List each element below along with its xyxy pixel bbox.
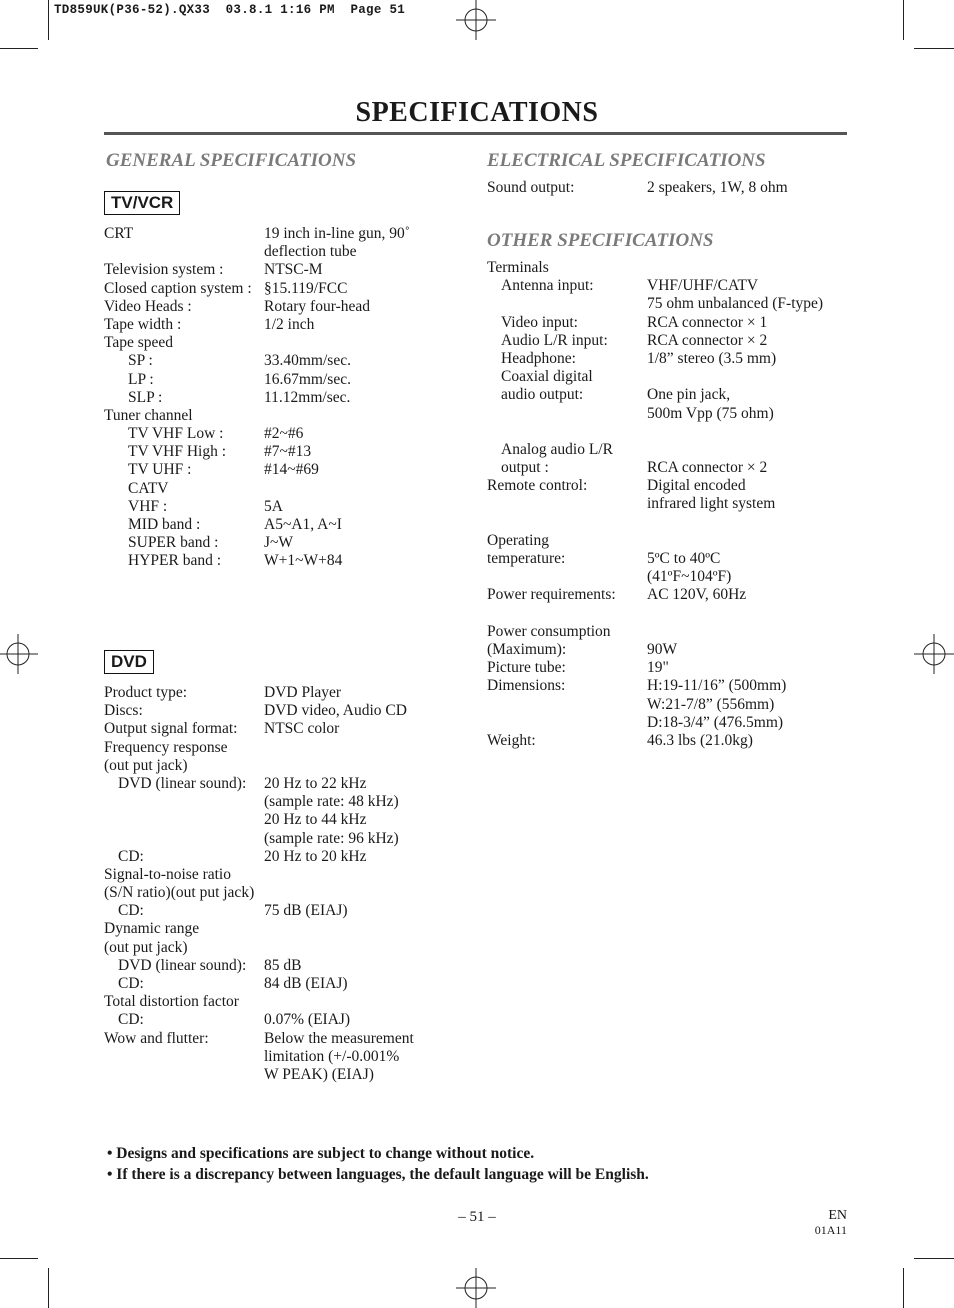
spec-label: CD: [118, 1011, 144, 1029]
document-code: 01A11 [814, 1223, 847, 1237]
spec-row [104, 261, 444, 279]
spec-label: Weight: [487, 731, 536, 749]
dvd-spec-list [104, 684, 444, 1084]
note-item: • If there is a discrepancy between languages, the default language will be English. [107, 1166, 649, 1183]
spec-value: 500m Vpp (75 ohm) [647, 404, 774, 422]
spec-value: #7~#13 [264, 443, 312, 461]
spec-label: Total distortion factor [104, 993, 239, 1011]
spec-row [487, 659, 847, 677]
spec-label: Video Heads : [104, 297, 192, 315]
spec-label: VHF : [128, 497, 168, 515]
spec-row [104, 939, 444, 957]
spec-value: NTSC-M [264, 261, 323, 279]
spec-row [487, 641, 847, 659]
spec-label: Discs: [104, 702, 143, 720]
spec-label: Output signal format: [104, 720, 238, 738]
spec-label: Signal-to-noise ratio [104, 865, 231, 883]
spec-row [104, 684, 444, 702]
spec-row [104, 371, 444, 389]
spec-row [487, 714, 847, 732]
spec-label: Closed caption system : [104, 279, 252, 297]
language-code: EN [828, 1208, 847, 1223]
spec-label: Power consumption [487, 622, 611, 640]
crop-mark [48, 1268, 49, 1308]
spec-row [104, 298, 444, 316]
spec-value: 19" [647, 659, 669, 677]
spec-row [487, 368, 847, 386]
spec-row [104, 975, 444, 993]
spec-label: Television system : [104, 261, 224, 279]
spec-label: CD: [118, 847, 144, 865]
spec-row [104, 425, 444, 443]
spec-value: D:18-3/4” (476.5mm) [647, 713, 784, 731]
spec-row [487, 386, 847, 404]
spec-row [104, 884, 444, 902]
spec-row [487, 423, 847, 441]
spec-value: #2~#6 [264, 425, 304, 443]
spec-value: 90W [647, 640, 678, 658]
spec-row [104, 848, 444, 866]
spec-label: Dynamic range [104, 920, 200, 938]
spec-label: Analog audio L/R [501, 440, 613, 458]
spec-label: Audio L/R input: [501, 331, 608, 349]
spec-label: SUPER band : [128, 534, 219, 552]
spec-label: CD: [118, 975, 144, 992]
spec-row [104, 334, 444, 352]
spec-label: Tape speed [104, 334, 174, 352]
spec-label: HYPER band : [128, 552, 221, 570]
spec-label: SLP : [128, 388, 163, 406]
crop-mark [903, 0, 904, 40]
spec-label: Power requirements: [487, 586, 616, 604]
electrical-spec-list [487, 179, 847, 197]
spec-label: Terminals [487, 259, 549, 276]
spec-value: 85 dB [264, 956, 302, 974]
spec-value: Below the measurement [264, 1029, 414, 1047]
registration-mark-bottom [456, 1268, 496, 1308]
spec-label: Tape width : [104, 315, 182, 333]
spec-label: Coaxial digital [501, 368, 593, 386]
spec-value: 5ºC to 40ºC [647, 550, 721, 567]
spec-value: 2 speakers, 1W, 8 ohm [647, 179, 788, 196]
spec-row [487, 405, 847, 423]
spec-row [104, 957, 444, 975]
spec-value: W PEAK) (EIAJ) [264, 1065, 374, 1083]
spec-row [487, 459, 847, 477]
crop-mark [903, 1268, 904, 1308]
spec-label: Product type: [104, 684, 188, 701]
spec-row [104, 866, 444, 884]
crop-mark [914, 1258, 954, 1259]
spec-label: Frequency response [104, 738, 228, 756]
spec-value: DVD Player [264, 684, 342, 701]
title-divider [104, 132, 847, 135]
spec-row [104, 702, 444, 720]
dvd-label: DVD [104, 650, 154, 674]
spec-label: temperature: [487, 550, 566, 567]
page-title: SPECIFICATIONS [355, 97, 599, 128]
crop-mark [0, 48, 38, 49]
tvvcr-label: TV/VCR [104, 191, 180, 215]
spec-value: 19 inch in-line gun, 90˚ [264, 225, 410, 242]
spec-row [104, 280, 444, 298]
spec-value: limitation (+/-0.001% [264, 1047, 400, 1065]
spec-label: Remote control: [487, 477, 588, 495]
spec-row [487, 477, 847, 495]
spec-label: Wow and flutter: [104, 1029, 209, 1047]
spec-row [487, 514, 847, 532]
spec-label: Operating [487, 531, 549, 549]
spec-row [104, 443, 444, 461]
spec-row [487, 277, 847, 295]
spec-value: W:21-7/8” (556mm) [647, 695, 775, 713]
spec-label: Antenna input: [501, 277, 594, 295]
spec-value: 20 Hz to 20 kHz [264, 847, 367, 865]
tvvcr-spec-list [104, 225, 444, 571]
note-item: • Designs and specifications are subject to change without notice. [107, 1145, 535, 1162]
spec-value: NTSC color [264, 720, 340, 738]
registration-mark-top [456, 0, 496, 40]
spec-row [487, 314, 847, 332]
registration-mark-right [914, 634, 954, 674]
spec-label: CRT [104, 225, 134, 242]
spec-row [487, 441, 847, 459]
spec-row [104, 516, 444, 534]
spec-row [104, 534, 444, 552]
spec-value: 46.3 lbs (21.0kg) [647, 731, 753, 749]
spec-value: 1/8” stereo (3.5 mm) [647, 349, 777, 367]
spec-value: Rotary four-head [264, 297, 370, 315]
spec-label: output : [501, 459, 549, 477]
electrical-heading: ELECTRICAL SPECIFICATIONS [487, 150, 766, 171]
crop-mark [914, 48, 954, 49]
spec-row [104, 1048, 444, 1066]
spec-label: Sound output: [487, 179, 575, 196]
spec-row [104, 920, 444, 938]
spec-row [487, 550, 847, 568]
spec-label: CATV [128, 479, 169, 497]
spec-value: Digital encoded [647, 477, 746, 495]
spec-row [104, 720, 444, 738]
spec-label: MID band : [128, 516, 201, 533]
spec-value: 75 dB (EIAJ) [264, 902, 348, 920]
crop-mark [48, 0, 49, 40]
spec-row [104, 243, 444, 261]
spec-label: Video input: [501, 313, 578, 331]
spec-row [104, 498, 444, 516]
spec-row [487, 295, 847, 313]
spec-label: Headphone: [501, 349, 576, 367]
spec-value: §15.119/FCC [264, 279, 348, 297]
general-heading: GENERAL SPECIFICATIONS [106, 150, 357, 171]
spec-label: TV UHF : [128, 461, 192, 479]
spec-value: (sample rate: 48 kHz) [264, 793, 399, 811]
spec-row [487, 732, 847, 750]
spec-value: RCA connector × 1 [647, 313, 768, 331]
spec-value: RCA connector × 2 [647, 459, 768, 477]
spec-value: 33.40mm/sec. [264, 352, 351, 370]
spec-value: RCA connector × 2 [647, 331, 768, 349]
other-heading: OTHER SPECIFICATIONS [487, 230, 714, 251]
page-number: – 51 – [458, 1209, 496, 1225]
spec-label: LP : [128, 370, 154, 388]
spec-row [104, 316, 444, 334]
spec-label: TV VHF Low : [128, 425, 224, 443]
spec-row [104, 407, 444, 425]
spec-value: 20 Hz to 22 kHz [264, 774, 367, 792]
spec-label: (S/N ratio)(out put jack) [104, 884, 255, 902]
spec-value: H:19-11/16” (500mm) [647, 677, 787, 695]
spec-row [104, 757, 444, 775]
spec-row [487, 495, 847, 513]
spec-value: 0.07% (EIAJ) [264, 1011, 351, 1029]
spec-value: 5A [264, 497, 283, 515]
spec-row [104, 811, 444, 829]
spec-row [104, 902, 444, 920]
spec-label: Dimensions: [487, 677, 566, 695]
spec-value: DVD video, Audio CD [264, 702, 407, 720]
spec-value: (sample rate: 96 kHz) [264, 829, 399, 847]
spec-label: Tuner channel [104, 406, 193, 424]
spec-value: One pin jack, [647, 386, 731, 404]
spec-row [487, 623, 847, 641]
spec-row [104, 389, 444, 407]
spec-label: DVD (linear sound): [118, 956, 247, 974]
spec-row [104, 1030, 444, 1048]
spec-label: SP : [128, 352, 153, 370]
spec-label: (out put jack) [104, 756, 188, 774]
print-header: TD859UK(P36-52).QX33 03.8.1 1:16 PM Page 51 [54, 3, 406, 17]
spec-row [104, 775, 444, 793]
spec-row [104, 739, 444, 757]
spec-row [104, 225, 444, 243]
spec-label: (out put jack) [104, 938, 188, 956]
spec-row [487, 568, 847, 586]
spec-row [104, 1066, 444, 1084]
spec-label: (Maximum): [487, 640, 567, 658]
spec-row [104, 480, 444, 498]
spec-row [487, 696, 847, 714]
spec-row [104, 793, 444, 811]
spec-value: (41ºF~104ºF) [647, 568, 732, 586]
spec-row [487, 677, 847, 695]
spec-value: 75 ohm unbalanced (F-type) [647, 295, 824, 313]
spec-value: A5~A1, A~I [264, 516, 342, 533]
spec-row [104, 1011, 444, 1029]
spec-value: 1/2 inch [264, 315, 315, 333]
spec-label: audio output: [501, 386, 584, 404]
spec-value: 84 dB (EIAJ) [264, 975, 348, 992]
spec-label: Picture tube: [487, 659, 566, 677]
spec-value: AC 120V, 60Hz [647, 586, 747, 604]
spec-row [487, 179, 847, 197]
spec-row [104, 461, 444, 479]
spec-row [487, 259, 847, 277]
spec-row [487, 605, 847, 623]
spec-row [487, 350, 847, 368]
footer-code [800, 1208, 847, 1238]
spec-label: CD: [118, 902, 144, 920]
spec-value: #14~#69 [264, 461, 319, 479]
spec-label: DVD (linear sound): [118, 774, 247, 792]
registration-mark-left [0, 634, 38, 674]
spec-row [487, 332, 847, 350]
spec-value: infrared light system [647, 495, 776, 513]
spec-value: 11.12mm/sec. [264, 388, 351, 406]
crop-mark [0, 1258, 38, 1259]
other-spec-list [487, 259, 847, 750]
spec-row [104, 993, 444, 1011]
spec-label: TV VHF High : [128, 443, 227, 461]
spec-row [487, 586, 847, 604]
spec-value: VHF/UHF/CATV [647, 277, 759, 295]
spec-row [104, 830, 444, 848]
notes [107, 1143, 649, 1185]
spec-row [104, 352, 444, 370]
spec-row [487, 532, 847, 550]
spec-value: W+1~W+84 [264, 552, 343, 570]
spec-value: deflection tube [264, 243, 357, 261]
spec-value: 20 Hz to 44 kHz [264, 811, 367, 829]
spec-row [104, 552, 444, 570]
spec-value: J~W [264, 534, 294, 552]
spec-value: 16.67mm/sec. [264, 370, 351, 388]
